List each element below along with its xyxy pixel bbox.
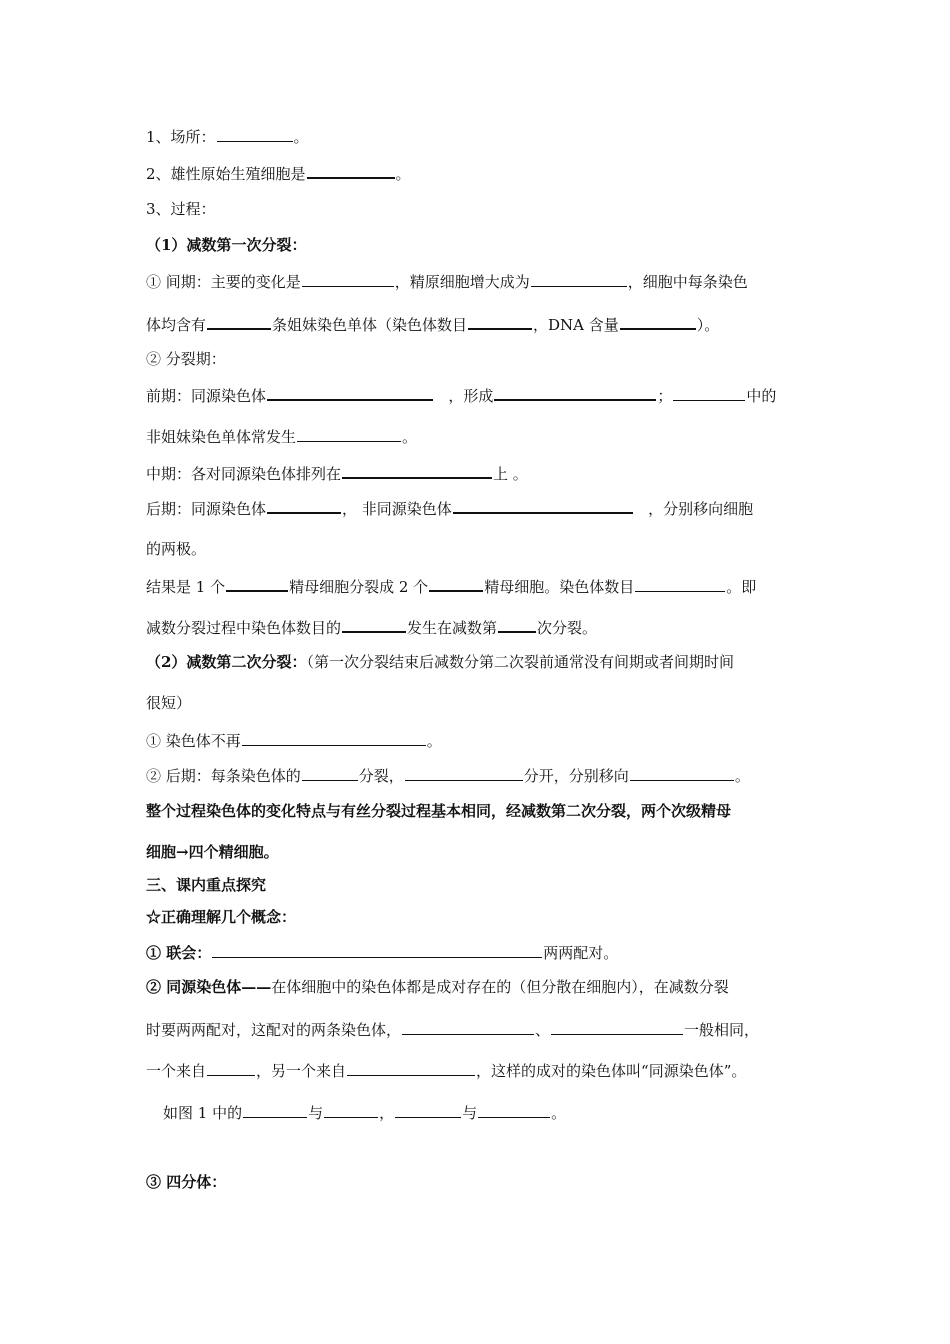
answer-blank[interactable] bbox=[267, 497, 341, 514]
text: 。即 bbox=[726, 578, 757, 596]
text: ； bbox=[657, 387, 673, 405]
answer-blank[interactable] bbox=[498, 616, 536, 633]
text: 在体细胞中的染色体都是成对存在的（但分散在细胞内），在减数分裂 bbox=[271, 978, 729, 996]
answer-blank[interactable] bbox=[342, 616, 406, 633]
line-origin bbox=[146, 1060, 746, 1081]
text: 、 bbox=[535, 1021, 551, 1039]
line-summary bbox=[146, 801, 731, 821]
text: 精母细胞。染色体数目 bbox=[484, 578, 635, 596]
line-figure-ref bbox=[163, 1102, 566, 1123]
line-meiosis-two bbox=[146, 652, 734, 672]
text: 一个来自 bbox=[146, 1062, 207, 1080]
text: ② 分裂期： bbox=[146, 350, 226, 368]
line-homologous bbox=[146, 977, 729, 997]
text: 的两极。 bbox=[146, 540, 207, 558]
answer-blank[interactable] bbox=[635, 576, 725, 592]
answer-blank[interactable] bbox=[494, 384, 656, 401]
text: （第一次分裂结束后减数分第二次裂前通常没有间期或者间期时间 bbox=[306, 653, 734, 671]
text: 中期：各对同源染色体排列在 bbox=[146, 465, 342, 483]
concepts-heading bbox=[146, 907, 296, 927]
line-chromatids bbox=[146, 313, 719, 335]
text: 非姐妹染色单体常发生 bbox=[146, 428, 297, 446]
text: ， bbox=[379, 1104, 395, 1122]
text: 。 bbox=[734, 767, 750, 785]
line-two-poles bbox=[146, 539, 206, 559]
text: ③ 四分体： bbox=[146, 1173, 227, 1191]
answer-blank[interactable] bbox=[242, 730, 426, 746]
line-synapsis bbox=[146, 942, 618, 963]
text: ，形成 bbox=[448, 387, 494, 405]
text: 2、雄性原始生殖细胞是 bbox=[146, 165, 306, 183]
answer-blank[interactable] bbox=[267, 384, 433, 401]
answer-blank[interactable] bbox=[551, 1019, 683, 1035]
text: 两两配对。 bbox=[543, 944, 619, 962]
answer-blank[interactable] bbox=[673, 385, 745, 401]
text: 减数分裂过程中染色体数目的 bbox=[146, 619, 342, 637]
text: ，另一个来自 bbox=[256, 1062, 347, 1080]
text: 三、课内重点探究 bbox=[146, 876, 267, 894]
text: ② 后期：每条染色体的 bbox=[146, 767, 301, 785]
answer-blank[interactable] bbox=[212, 942, 542, 958]
line-no-replication bbox=[146, 730, 442, 751]
text: 。 bbox=[402, 428, 418, 446]
answer-blank[interactable] bbox=[207, 313, 271, 330]
line-prophase bbox=[146, 384, 776, 406]
line-result bbox=[146, 575, 756, 597]
line-primordial-cell bbox=[146, 162, 411, 184]
answer-blank[interactable] bbox=[307, 162, 395, 179]
answer-blank[interactable] bbox=[324, 1102, 378, 1118]
answer-blank[interactable] bbox=[207, 1060, 255, 1076]
text: 3、过程： bbox=[146, 200, 216, 218]
heading-meiosis-one bbox=[146, 235, 306, 255]
section-title bbox=[146, 875, 266, 895]
text: 整个过程染色体的变化特点与有丝分裂过程基本相同，经减数第二次分裂，两个次级精母 bbox=[146, 802, 732, 820]
text: 分裂， bbox=[358, 767, 404, 785]
line-short bbox=[146, 693, 191, 713]
answer-blank[interactable] bbox=[342, 462, 492, 479]
text: 。 bbox=[551, 1104, 567, 1122]
text: ，细胞中每条染色 bbox=[627, 273, 748, 291]
text: 与 bbox=[462, 1104, 478, 1122]
text: 精母细胞分裂成 2 个 bbox=[289, 578, 429, 596]
text: 上 。 bbox=[493, 465, 528, 483]
text: 后期：同源染色体 bbox=[146, 500, 267, 518]
answer-blank[interactable] bbox=[468, 313, 532, 330]
answer-blank[interactable] bbox=[395, 1102, 461, 1118]
text: 。 bbox=[395, 165, 411, 183]
line-tetrad bbox=[146, 1172, 226, 1192]
text: ① 间期：主要的变化是 bbox=[146, 273, 301, 291]
answer-blank[interactable] bbox=[453, 497, 633, 514]
text: 发生在减数第 bbox=[407, 619, 498, 637]
line-halving bbox=[146, 616, 597, 638]
text: 中的 bbox=[746, 387, 777, 405]
line-anaphase bbox=[146, 497, 753, 519]
answer-blank[interactable] bbox=[302, 765, 358, 781]
answer-blank[interactable] bbox=[243, 1102, 307, 1118]
text: 次分裂。 bbox=[537, 619, 598, 637]
text: 。 bbox=[426, 732, 442, 750]
text: 很短） bbox=[146, 694, 192, 712]
line-metaphase bbox=[146, 462, 528, 484]
text: ，精原细胞增大成为 bbox=[394, 273, 530, 291]
answer-blank[interactable] bbox=[620, 313, 696, 330]
heading-meiosis-two: （2）减数第二次分裂： bbox=[146, 653, 307, 671]
line-summary-end bbox=[146, 842, 279, 862]
text: 细胞→四个精细胞。 bbox=[146, 843, 279, 861]
text: 分开，分别移向 bbox=[523, 767, 629, 785]
text: 时要两两配对，这配对的两条染色体， bbox=[146, 1021, 402, 1039]
text: 如图 1 中的 bbox=[163, 1104, 243, 1122]
term-homologous: ② 同源染色体—— bbox=[146, 978, 272, 996]
answer-blank[interactable] bbox=[531, 271, 627, 287]
line-division-phase bbox=[146, 349, 226, 369]
line-process bbox=[146, 199, 216, 219]
answer-blank[interactable] bbox=[405, 765, 523, 781]
text: 。 bbox=[293, 128, 309, 146]
text: 结果是 1 个 bbox=[146, 578, 226, 596]
text: 前期：同源染色体 bbox=[146, 387, 267, 405]
line-location bbox=[146, 126, 309, 147]
answer-blank[interactable] bbox=[217, 126, 293, 142]
answer-blank[interactable] bbox=[402, 1019, 534, 1035]
answer-blank[interactable] bbox=[347, 1060, 475, 1076]
answer-blank[interactable] bbox=[478, 1102, 550, 1118]
text: （1）减数第一次分裂： bbox=[146, 236, 307, 254]
answer-blank[interactable] bbox=[297, 426, 401, 442]
text: ，分别移向细胞 bbox=[648, 500, 754, 518]
line-anaphase-two bbox=[146, 765, 750, 786]
text: ，这样的成对的染色体叫“同源染色体”。 bbox=[476, 1062, 747, 1080]
text: ，DNA 含量 bbox=[533, 316, 619, 334]
text: 与 bbox=[308, 1104, 324, 1122]
answer-blank[interactable] bbox=[630, 765, 734, 781]
text: ☆正确理解几个概念： bbox=[146, 908, 297, 926]
answer-blank[interactable] bbox=[429, 575, 483, 592]
text: 1、场所： bbox=[146, 128, 216, 146]
term-synapsis: ① 联会： bbox=[146, 944, 212, 962]
line-crossing-over bbox=[146, 426, 417, 447]
text: 体均含有 bbox=[146, 316, 207, 334]
text: ① 染色体不再 bbox=[146, 732, 241, 750]
answer-blank[interactable] bbox=[302, 271, 394, 287]
line-pairing bbox=[146, 1019, 759, 1040]
line-interphase bbox=[146, 271, 748, 292]
text: 一般相同， bbox=[684, 1021, 760, 1039]
text: ， 非同源染色体 bbox=[342, 500, 452, 518]
text: 条姐妹染色单体（染色体数目 bbox=[272, 316, 468, 334]
text: ）。 bbox=[696, 316, 720, 334]
answer-blank[interactable] bbox=[226, 575, 288, 592]
